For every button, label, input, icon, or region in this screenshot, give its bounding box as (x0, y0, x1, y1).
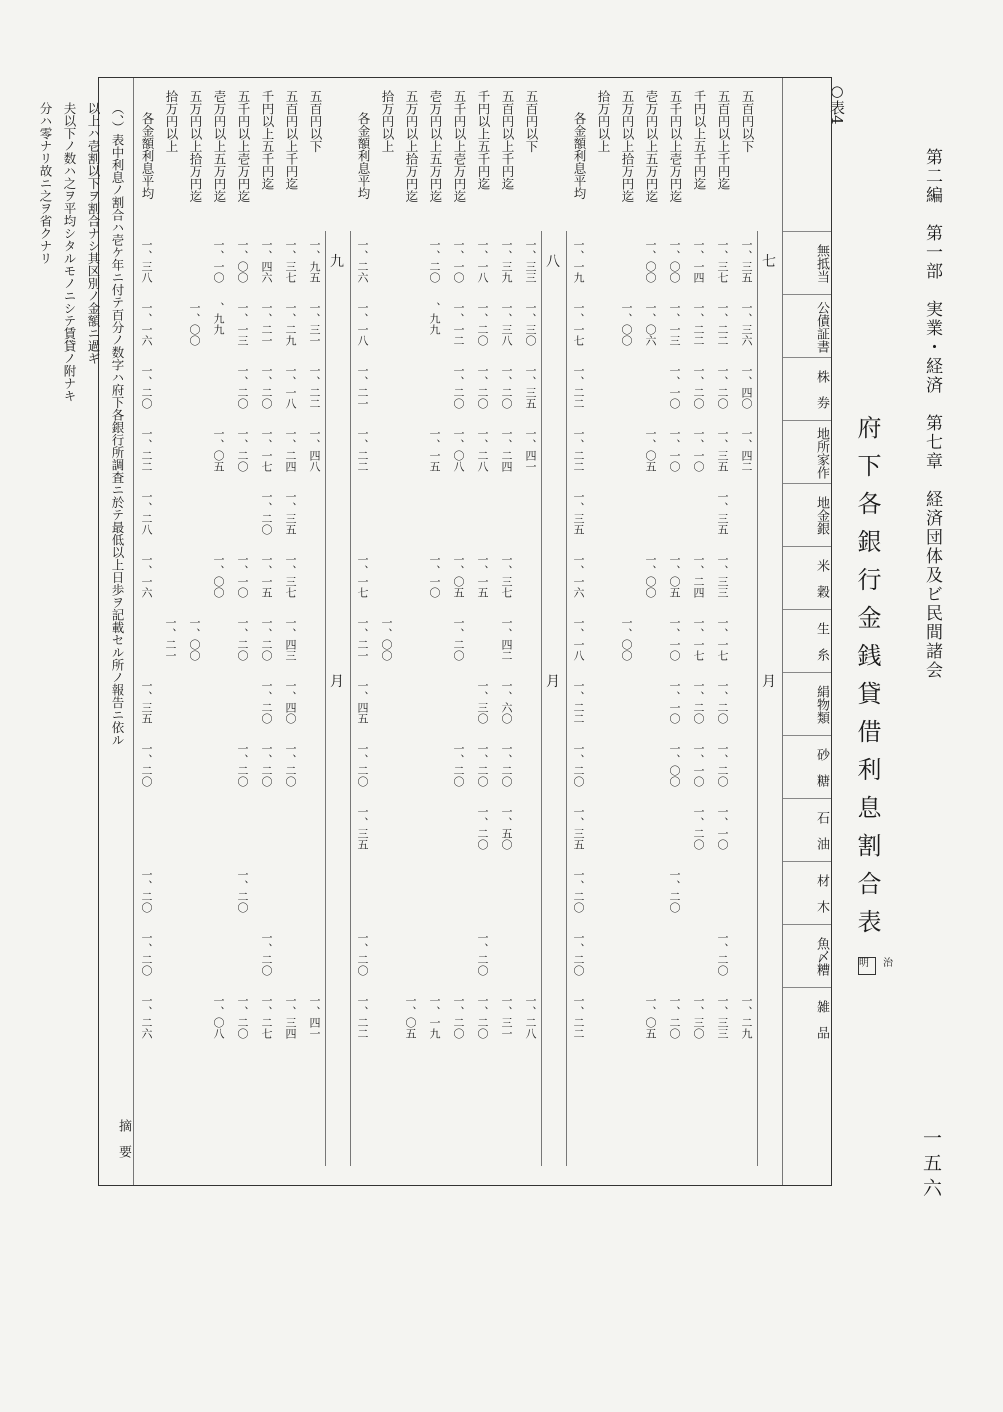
commodity-header: 地所家作 (814, 426, 829, 479)
rate-cell: 、九九 (428, 302, 441, 335)
rate-cell: 一、〇六 (644, 302, 657, 346)
rate-cell: 一、二二 (572, 995, 585, 1039)
rate-cell: 一、〇五 (644, 428, 657, 472)
rate-cell: 一、二〇 (140, 932, 153, 976)
month-marker-strip (757, 231, 783, 1166)
rate-cell: 一、〇八 (212, 995, 225, 1039)
commodity-header: 雑 品 (814, 1000, 829, 1039)
rate-cell: 一、三五 (716, 491, 729, 535)
month-label: 月 (546, 674, 560, 690)
page-title-text: 府下各銀行金銭貸借利息割合表 (853, 415, 881, 947)
note-column (38, 78, 134, 1185)
rate-cell: 一、二七 (260, 995, 273, 1039)
rate-cell: 一、一五 (260, 554, 273, 598)
rate-cell: 一、三七 (284, 554, 297, 598)
row-label: 五千円以上壱万円迄 (452, 90, 467, 203)
rate-cell: 一、一〇 (236, 554, 249, 598)
rate-cell: 一、一六 (140, 302, 153, 346)
rate-cell: 一、三五 (284, 491, 297, 535)
rate-cell: 一、一五 (476, 554, 489, 598)
table-row (279, 78, 303, 1185)
rate-cell: 一、二〇 (452, 995, 465, 1039)
rate-cell: 一、〇〇 (668, 239, 681, 283)
rate-cell: 一、二〇 (428, 239, 441, 283)
month-marker-strip (541, 231, 567, 1166)
rate-cell: 一、〇〇 (380, 617, 393, 661)
table-row (471, 78, 495, 1185)
row-label: 壱万円以上五万円迄 (428, 90, 443, 203)
month-label: 九 (330, 254, 344, 270)
table-row (183, 78, 207, 1185)
rate-cell: 一、一七 (572, 302, 585, 346)
rate-cell: 一、一〇 (452, 239, 465, 283)
rate-cell: 一、二二 (140, 428, 153, 472)
header-separator (783, 672, 831, 673)
rate-cell: 一、一八 (476, 239, 489, 283)
row-label: 五万円以上拾万円迄 (404, 90, 419, 203)
rate-cell: 一、六〇 (500, 680, 513, 724)
rate-cell: 一、二〇 (236, 617, 249, 661)
row-label: 五千円以上壱万円迄 (236, 90, 251, 203)
rate-cell: 一、〇〇 (212, 554, 225, 598)
rate-cell: 一、三六 (740, 302, 753, 346)
rate-cell: 一、二二 (356, 995, 369, 1039)
commodity-header: 石 油 (814, 811, 829, 850)
rate-cell: 一、九五 (308, 239, 321, 283)
rate-cell: 一、三八 (500, 302, 513, 346)
rate-cell: 一、三五 (140, 680, 153, 724)
table-row (135, 78, 159, 1185)
rate-cell: 一、一六 (140, 554, 153, 598)
rate-cell: 一、四一 (524, 428, 537, 472)
rate-cell: 一、二九 (284, 302, 297, 346)
rate-cell: 一、二〇 (476, 365, 489, 409)
rate-cell: 一、三七 (500, 554, 513, 598)
row-label: 各金額利息平均 (356, 112, 371, 200)
rate-cell: 一、二二 (692, 302, 705, 346)
rate-cell: 一、一七 (356, 554, 369, 598)
commodity-header-column (782, 78, 831, 1185)
running-head: 第二編 第一部 実業・経済 第七章 経済団体及ビ民間諸会 (922, 148, 942, 680)
rate-cell: 一、〇五 (668, 554, 681, 598)
rate-cell: 一、二〇 (716, 365, 729, 409)
commodity-header: 無抵当 (814, 244, 829, 283)
table-row (207, 78, 231, 1185)
table-row (447, 78, 471, 1185)
rate-cell: 一、二〇 (692, 365, 705, 409)
commodity-header: 魚〆糟 (814, 937, 829, 976)
rate-cell: 一、一〇 (716, 806, 729, 850)
commodity-header: 生 糸 (814, 622, 829, 661)
rate-cell: 一、三四 (284, 995, 297, 1039)
note-header: 摘 要 (116, 1118, 131, 1158)
rate-cell: 一、一〇 (668, 365, 681, 409)
rate-cell: 一、二〇 (140, 869, 153, 913)
rate-cell: 一、二二 (572, 365, 585, 409)
header-separator (783, 357, 831, 358)
rate-cell: 一、三三 (716, 554, 729, 598)
rate-cell: 一、二二 (308, 365, 321, 409)
rate-cell: 一、二〇 (476, 302, 489, 346)
rate-cell: 一、〇〇 (620, 302, 633, 346)
row-label: 拾万円以上 (164, 90, 179, 153)
row-label: 各金額利息平均 (140, 112, 155, 200)
rate-cell: 一、三五 (740, 239, 753, 283)
row-label: 壱万円以上五万円迄 (644, 90, 659, 203)
table-row (303, 78, 327, 1185)
rate-cell: 一、二〇 (572, 869, 585, 913)
rate-cell: 一、二二 (716, 302, 729, 346)
rate-cell: 一、二〇 (668, 995, 681, 1039)
row-label: 五万円以上拾万円迄 (188, 90, 203, 203)
rate-cell: 一、一八 (284, 365, 297, 409)
rate-cell: 一、四五 (356, 680, 369, 724)
rate-cell: 一、一〇 (668, 428, 681, 472)
row-label: 五百円以上千円迄 (716, 90, 731, 190)
rate-cell: 一、二一 (356, 365, 369, 409)
table-row (351, 78, 375, 1185)
rate-cell: 一、二〇 (284, 743, 297, 787)
table-row (519, 78, 543, 1185)
rate-cell: 一、一〇 (692, 428, 705, 472)
rate-cell: 、九九 (212, 302, 225, 335)
rate-cell: 一、三三 (524, 239, 537, 283)
rate-cell: 一、〇〇 (644, 239, 657, 283)
table-row (423, 78, 447, 1185)
rate-cell: 一、二〇 (140, 365, 153, 409)
header-separator (783, 735, 831, 736)
rate-cell: 一、二〇 (668, 869, 681, 913)
rate-cell: 一、一二 (452, 302, 465, 346)
row-label: 五百円以下 (308, 90, 323, 153)
rate-cell: 一、二八 (140, 491, 153, 535)
row-label: 五千円以上壱万円迄 (668, 90, 683, 203)
table-row (255, 78, 279, 1185)
row-label: 五百円以下 (740, 90, 755, 153)
commodity-header: 米 穀 (814, 559, 829, 598)
commodity-header: 絹物類 (814, 685, 829, 724)
rate-cell: 一、三五 (524, 365, 537, 409)
rate-cell: 一、一五 (428, 428, 441, 472)
month-label: 月 (762, 674, 776, 690)
header-separator (783, 609, 831, 610)
commodity-header: 公債証書 (814, 300, 829, 353)
rate-cell: 一、四三 (284, 617, 297, 661)
rate-cell: 一、一八 (356, 302, 369, 346)
rate-cell: 一、二〇 (356, 932, 369, 976)
rate-cell: 一、二二 (572, 680, 585, 724)
rate-cell: 一、四〇 (284, 680, 297, 724)
rate-cell: 一、二〇 (452, 365, 465, 409)
table-row (711, 78, 735, 1185)
rate-cell: 一、一八 (572, 617, 585, 661)
rate-cell: 一、一九 (428, 995, 441, 1039)
rate-cell: 一、二〇 (236, 995, 249, 1039)
rate-cell: 一、一〇 (668, 680, 681, 724)
table-row (687, 78, 711, 1185)
rate-cell: 一、二〇 (476, 995, 489, 1039)
table-row (495, 78, 519, 1185)
rate-cell: 一、二四 (500, 428, 513, 472)
rate-cell: 一、二六 (140, 995, 153, 1039)
rate-cell: 一、二〇 (260, 743, 273, 787)
rate-cell: 一、二〇 (140, 743, 153, 787)
row-label: 拾万円以上 (380, 90, 395, 153)
table-row (567, 78, 591, 1185)
rate-cell: 一、三五 (356, 806, 369, 850)
rate-cell: 一、三三 (716, 995, 729, 1039)
rate-cell: 一、二〇 (260, 680, 273, 724)
rate-cell: 一、二〇 (236, 365, 249, 409)
rate-cell: 一、〇〇 (236, 239, 249, 283)
table-number: ○表4 (828, 82, 846, 125)
rate-cell: 一、二〇 (476, 743, 489, 787)
rate-cell: 一、三一 (308, 302, 321, 346)
rate-cell: 一、〇〇 (620, 617, 633, 661)
commodity-header: 材 木 (814, 874, 829, 913)
rate-cell: 一、三一 (500, 995, 513, 1039)
page-number: 一五六 (920, 1128, 942, 1203)
table-row (591, 78, 615, 1185)
rate-cell: 一、三七 (716, 239, 729, 283)
row-label: 五万円以上拾万円迄 (620, 90, 635, 203)
rate-cell: 一、一三 (236, 302, 249, 346)
table-row (375, 78, 399, 1185)
table-row (231, 78, 255, 1185)
month-marker-strip (325, 231, 351, 1166)
rate-cell: 一、一〇 (212, 239, 225, 283)
header-separator (783, 546, 831, 547)
rate-cell: 一、二〇 (500, 365, 513, 409)
rate-cell: 一、五〇 (500, 806, 513, 850)
commodity-header: 地金銀 (814, 496, 829, 535)
rate-cell: 一、一七 (260, 428, 273, 472)
rate-cell: 一、二〇 (572, 743, 585, 787)
row-label: 拾万円以上 (596, 90, 611, 153)
rate-cell: 一、二〇 (236, 869, 249, 913)
header-separator (783, 861, 831, 862)
header-separator (783, 798, 831, 799)
row-label: 千円以上五千円迄 (476, 90, 491, 190)
month-label: 八 (546, 254, 560, 270)
rate-cell: 一、四一 (308, 995, 321, 1039)
rate-cell: 一、三〇 (476, 680, 489, 724)
page-title (850, 415, 907, 975)
rate-cell: 一、二四 (692, 554, 705, 598)
rate-cell: 一、二二 (356, 428, 369, 472)
rate-cell: 一、一七 (692, 617, 705, 661)
rate-cell: 一、〇八 (452, 428, 465, 472)
table-row (639, 78, 663, 1185)
header-separator (783, 294, 831, 295)
rate-cell: 一、二六 (356, 239, 369, 283)
rate-cell: 一、〇〇 (188, 302, 201, 346)
row-label: 千円以上五千円迄 (692, 90, 707, 190)
rate-cell: 一、二〇 (500, 743, 513, 787)
rate-cell: 一、三五 (572, 491, 585, 535)
rate-cell: 一、二二 (572, 428, 585, 472)
rate-cell: 一、三九 (500, 239, 513, 283)
rate-cell: 一、〇〇 (668, 743, 681, 787)
header-separator (783, 924, 831, 925)
header-separator (783, 987, 831, 988)
rate-cell: 一、二〇 (236, 428, 249, 472)
rate-cell: 一、〇五 (212, 428, 225, 472)
title-badge: 明治 (858, 957, 876, 975)
rate-cell: 一、三〇 (524, 302, 537, 346)
rate-cell: 一、〇五 (644, 995, 657, 1039)
rate-cell: 一、二〇 (692, 806, 705, 850)
header-separator (783, 231, 831, 232)
row-label: 五百円以上千円迄 (284, 90, 299, 190)
rate-cell: 一、二〇 (260, 932, 273, 976)
rate-cell: 一、二〇 (260, 617, 273, 661)
rate-cell: 一、四〇 (740, 365, 753, 409)
month-label: 七 (762, 254, 776, 270)
rate-cell: 一、二四 (284, 428, 297, 472)
rate-cell: 一、一〇 (668, 617, 681, 661)
rate-cell: 一、一六 (572, 554, 585, 598)
rate-cell: 一、二一 (260, 302, 273, 346)
rate-cell: 一、二九 (740, 995, 753, 1039)
rate-cell: 一、〇〇 (644, 554, 657, 598)
row-label: 五百円以下 (524, 90, 539, 153)
row-label: 各金額利息平均 (572, 112, 587, 200)
rate-cell: 一、四八 (308, 428, 321, 472)
rate-cell: 一、二〇 (260, 491, 273, 535)
table-row (615, 78, 639, 1185)
rate-cell: 一、二〇 (716, 680, 729, 724)
table-row (159, 78, 183, 1185)
rate-cell: 一、二〇 (476, 806, 489, 850)
rate-cell: 一、二〇 (356, 743, 369, 787)
table-row (735, 78, 759, 1185)
rate-cell: 一、二一 (356, 617, 369, 661)
rate-cell: 一、二八 (476, 428, 489, 472)
rate-cell: 一、四六 (260, 239, 273, 283)
rate-cell: 一、二〇 (716, 743, 729, 787)
rate-cell: 一、二〇 (476, 932, 489, 976)
row-label: 千円以上五千円迄 (260, 90, 275, 190)
rate-cell: 一、一〇 (428, 554, 441, 598)
rate-cell: 一、二〇 (716, 932, 729, 976)
interest-rate-table (38, 77, 832, 1186)
header-separator (783, 420, 831, 421)
table-row (399, 78, 423, 1185)
table-row (663, 78, 687, 1185)
rate-cell: 一、一九 (572, 239, 585, 283)
note-text: （、）表中利息ノ割合ハ壱ケ年ニ付テ百分ノ数字ハ府下各銀行所調査ニ於テ最低以上日歩ヲ記載セル所ノ報告ニ依ル 以上ハ壱割以下ヲ割合ナシ其区別ノ金額ニ過ギ 夫以下ノ数ハ之ヲ平均シタルモノニシテ賃貸ノ附ナキ 分ハ零ナリ故ニ之ヲ省クナリ (38, 102, 125, 746)
rate-cell: 一、二一 (164, 617, 177, 661)
rate-cell: 一、〇五 (404, 995, 417, 1039)
row-label: 五百円以上千円迄 (500, 90, 515, 190)
rate-cell: 一、三〇 (692, 995, 705, 1039)
rate-cell: 一、一三 (668, 302, 681, 346)
rate-cell: 一、〇五 (452, 554, 465, 598)
rate-cell: 一、二〇 (452, 743, 465, 787)
rate-cell: 一、四二 (740, 428, 753, 472)
rate-cell: 一、一〇 (692, 743, 705, 787)
rate-cell: 一、二〇 (236, 743, 249, 787)
rate-cell: 一、三七 (284, 239, 297, 283)
commodity-header: 株 券 (814, 370, 829, 409)
rate-cell: 一、三八 (140, 239, 153, 283)
header-separator (783, 483, 831, 484)
rate-cell: 一、二〇 (260, 365, 273, 409)
rate-cell: 一、二〇 (572, 932, 585, 976)
rate-cell: 一、三五 (572, 806, 585, 850)
rate-cell: 一、〇〇 (188, 617, 201, 661)
rate-cell: 一、二八 (524, 995, 537, 1039)
rate-cell: 一、一四 (692, 239, 705, 283)
rate-cell: 一、二〇 (452, 617, 465, 661)
rate-cell: 一、三五 (716, 428, 729, 472)
rate-cell: 一、一七 (716, 617, 729, 661)
month-label: 月 (330, 674, 344, 690)
rate-cell: 一、二〇 (692, 680, 705, 724)
commodity-header: 砂 糖 (814, 748, 829, 787)
rate-cell: 一、四二 (500, 617, 513, 661)
row-label: 壱万円以上五万円迄 (212, 90, 227, 203)
